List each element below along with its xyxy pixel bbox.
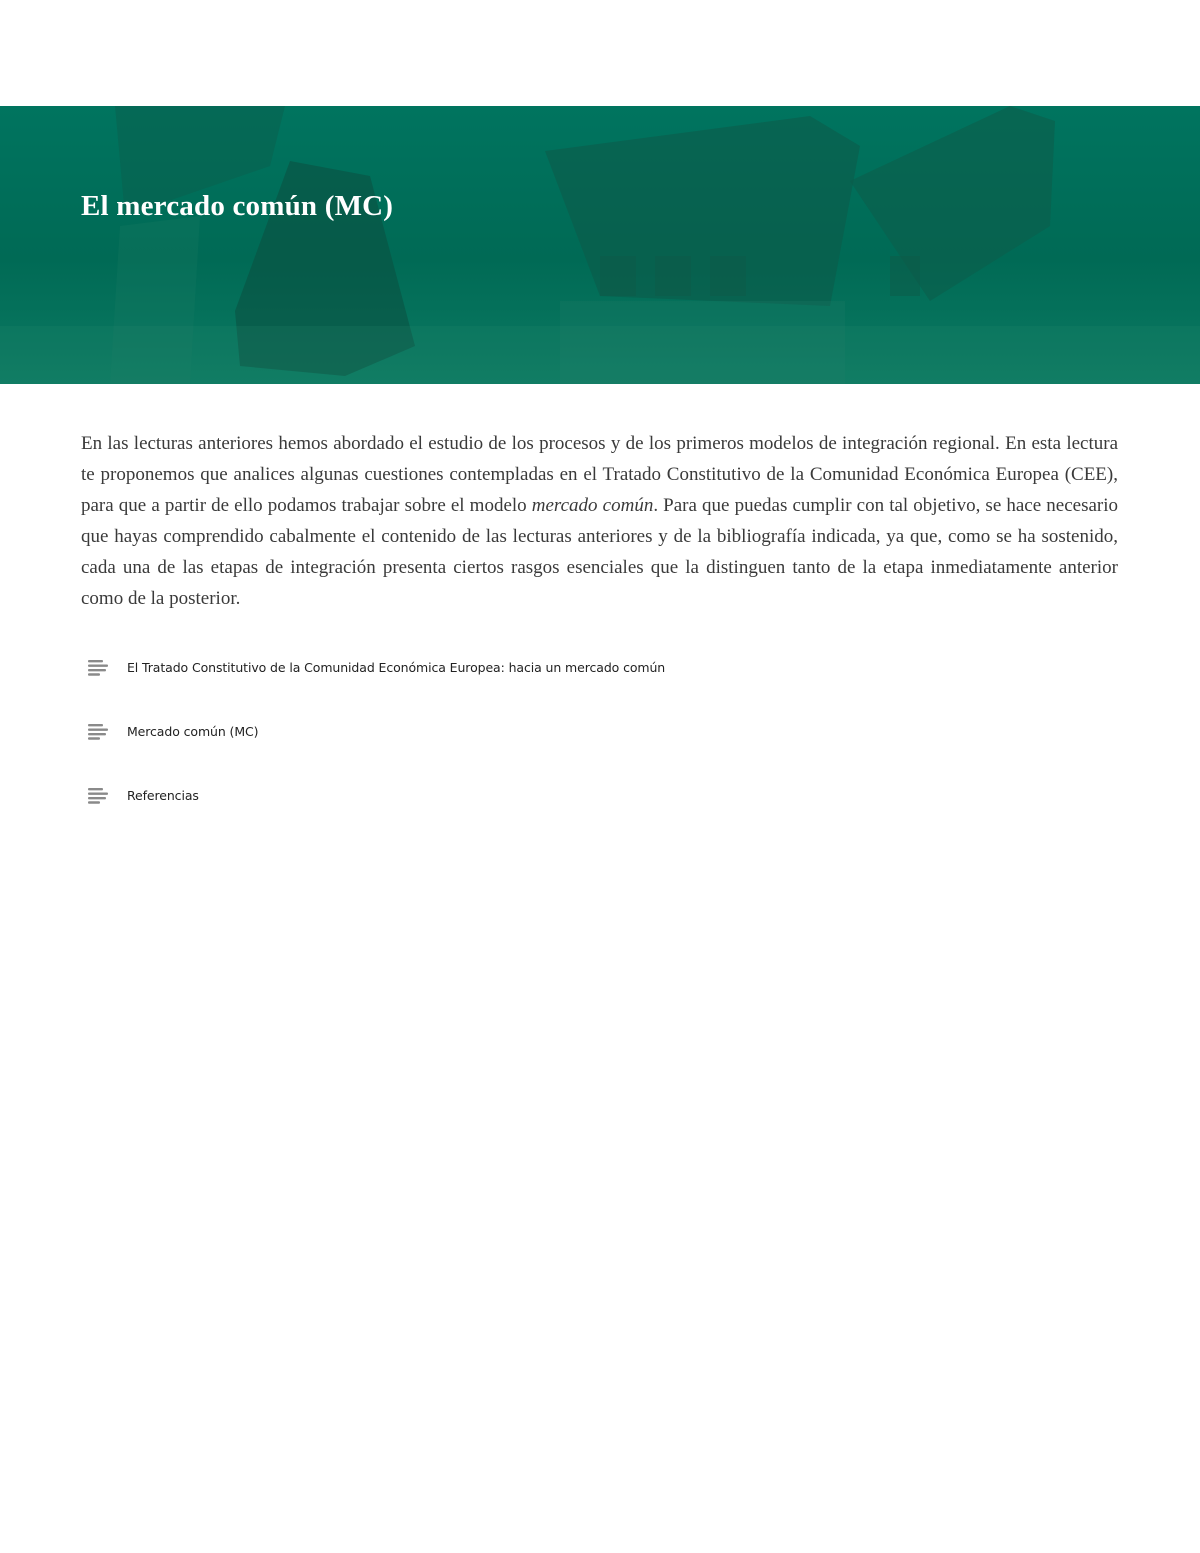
toc-item-tratado[interactable]	[86, 650, 986, 684]
text-lines-icon	[86, 786, 110, 804]
toc-item-referencias[interactable]	[86, 778, 986, 812]
table-of-contents	[86, 650, 986, 842]
intro-text-after: . Para que puedas cumplir con tal objetivo, se hace necesario que hayas comprendido cabalmente el contenido de las lecturas anteriores y de la bibliografía indicada, ya que, como se ha sostenido, cada una de las etapas de integración presenta ciertos rasgos esenciales que la distinguen tanto de la etapa inmediatamente anterior como de la posterior.	[81, 495, 1118, 609]
toc-item-mercado-comun[interactable]	[86, 714, 986, 748]
banner-background-image	[0, 106, 1200, 384]
text-lines-icon	[86, 722, 110, 740]
toc-item-label: El Tratado Constitutivo de la Comunidad Económica Europea: hacia un mercado común	[127, 659, 666, 675]
intro-paragraph	[81, 428, 1118, 614]
toc-item-label: Mercado común (MC)	[127, 723, 259, 739]
text-lines-icon	[86, 658, 110, 676]
toc-item-label: Referencias	[127, 787, 199, 803]
intro-emphasis: mercado común	[531, 495, 654, 516]
intro-text-before: En las lecturas anteriores hemos abordado el estudio de los procesos y de los primeros modelos de integración regional. En esta lectura te proponemos que analices algunas cuestiones contempladas en el Tratado Constitutivo de la Comunidad Económica Europea (CEE), para que a partir de ello podamos trabajar sobre el modelo	[81, 433, 1118, 516]
header-banner	[0, 106, 1200, 384]
page-title: El mercado común (MC)	[81, 190, 394, 222]
